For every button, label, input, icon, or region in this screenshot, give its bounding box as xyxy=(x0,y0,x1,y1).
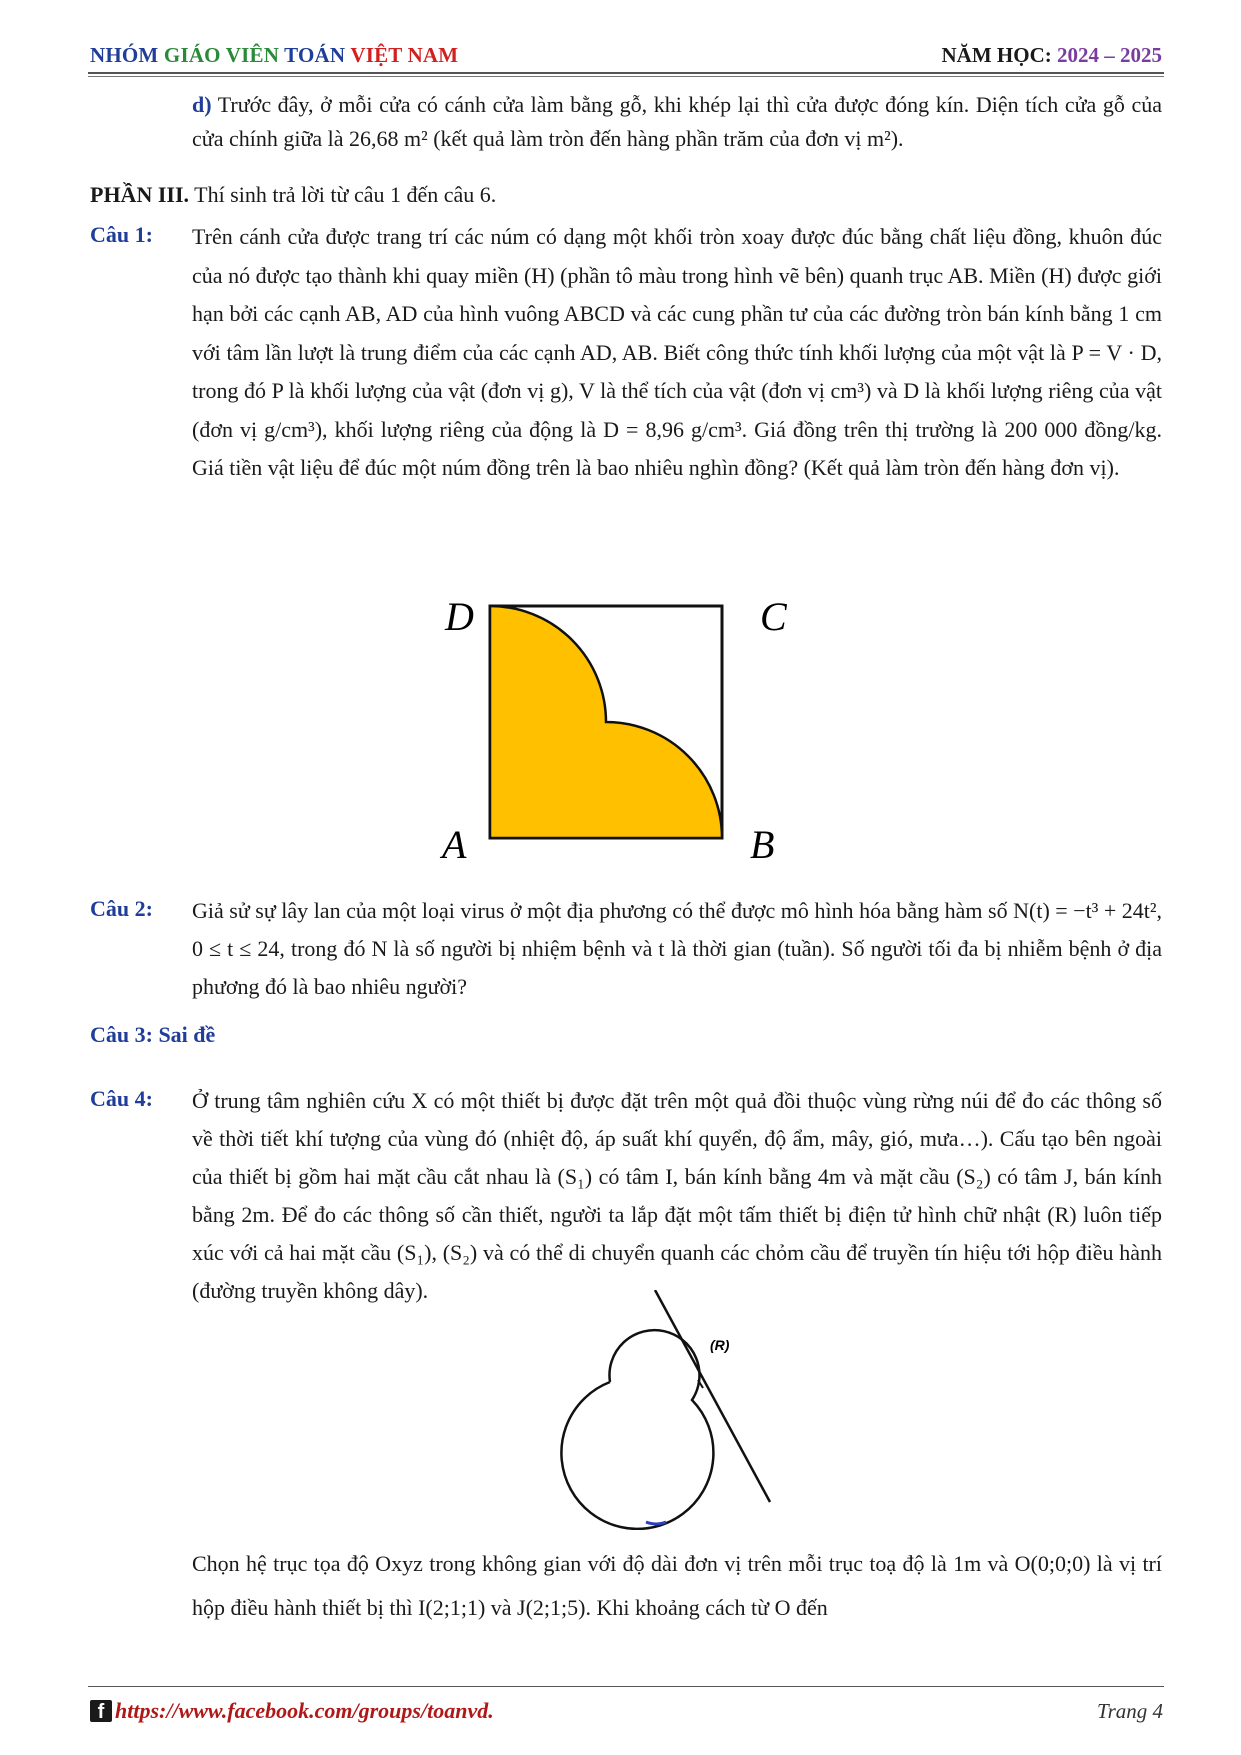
q1-text: Trên cánh cửa được trang trí các núm có dạng một khối tròn xoay được đúc bằng chất liệu đồng, khuôn đúc của nó được tạo thành khi quay miền (H) (phần tô màu trong hình vẽ bên) quanh trục AB. Miền (H) được giới hạn bởi các cạnh AB, AD của hình vuông ABCD và các cung phần tư của các đường tròn bán kính bằng 1 cm với tâm lần lượt là trung điểm của các cạnh AD, AB. Biết công thức tính khối lượng của một vật là P = V · D, trong đó P là khối lượng của vật (đơn vị g), V là thể tích của vật (đơn vị cm³) và D là khối lượng riêng của vật (đơn vị g/cm³), khối lượng riêng của động là D = 8,96 g/cm³. Giá đồng trên thị trường là 200 000 đồng/kg. Giá tiền vật liệu để đúc một núm đồng trên là bao nhiêu nghìn đồng? (Kết quả làm tròn đến hàng đơn vị). xyxy=(192,224,1162,480)
part3-label: PHẦN III. xyxy=(90,182,190,207)
page-number: Trang 4 xyxy=(1097,1699,1163,1723)
figure-two-spheres xyxy=(560,1290,800,1530)
group-name-part4: VIỆT NAM xyxy=(350,43,459,67)
base-mark xyxy=(646,1522,666,1524)
school-year-label: NĂM HỌC: xyxy=(941,43,1057,67)
group-name-part2: GIÁO VIÊN xyxy=(163,43,285,67)
part3-heading xyxy=(90,178,1162,212)
q4-text: Ở trung tâm nghiên cứu X có một thiết bị được đặt trên một quả đồi thuộc vùng rừng núi để đo các thông số về thời tiết khí tượng của vùng đó (nhiệt độ, áp suất khí quyển, độ ẩm, mây, gió, mưa…). Cấu tạo bên ngoài của thiết bị gồm hai mặt cầu cắt nhau là (S₁) có tâm I, bán kính bằng 4m và mặt cầu (S₂) có tâm J, bán kính bằng 2m. Để đo các thông số cần thiết, người ta lắp đặt một tấm thiết bị điện tử hình chữ nhật (R) luôn tiếp xúc với cả hai mặt cầu (S₁), (S₂) và có thể di chuyển quanh các chỏm cầu để truyền tín hiệu tới hộp điều hành (đường truyền không dây). xyxy=(192,1088,1162,1303)
label-c: C xyxy=(760,594,787,639)
part3-text: Thí sinh trả lời từ câu 1 đến câu 6. xyxy=(194,182,497,207)
q4-continuation: Chọn hệ trục tọa độ Oxyz trong không gian với độ dài đơn vị trên mỗi trục toạ độ là 1m và O(0;0;0) là vị trí hộp điều hành thiết bị thì I(2;1;1) và J(2;1;5). Khi khoảng cách từ O đến xyxy=(192,1551,1162,1620)
q3-label: Câu 3: Sai đề xyxy=(90,1022,216,1047)
q1-label: Câu 1: xyxy=(90,222,153,247)
school-year-value: 2024 – 2025 xyxy=(1057,43,1162,67)
school-year xyxy=(942,38,1162,72)
label-b: B xyxy=(750,822,775,867)
region-h xyxy=(490,606,722,838)
label-r: (R) xyxy=(710,1337,730,1353)
footer-link[interactable] xyxy=(90,1694,494,1728)
figure-square-abcd xyxy=(430,590,810,870)
footer-url[interactable]: https://www.facebook.com/groups/toanvd. xyxy=(115,1698,494,1723)
q2-label: Câu 2: xyxy=(90,896,153,921)
part-d-text: Trước đây, ở mỗi cửa có cánh cửa làm bằng gỗ, khi khép lại thì cửa được đóng kín. Diện tích cửa gỗ của cửa chính giữa là 26,68 m² (kết quả làm tròn đến hàng phần trăm của đơn vị m²). xyxy=(192,92,1162,151)
header-rule-thin xyxy=(88,76,1164,77)
q4-label: Câu 4: xyxy=(90,1086,153,1111)
q2-text: Giả sử sự lây lan của một loại virus ở một địa phương có thể được mô hình hóa bằng hàm số N(t) = −t³ + 24t², 0 ≤ t ≤ 24, trong đó N là số người bị nhiệm bệnh và t là thời gian (tuần). Số người tối đa bị nhiễm bệnh ở địa phương đó là bao nhiêu người? xyxy=(192,898,1162,999)
spheres-outline xyxy=(561,1330,713,1529)
label-d: D xyxy=(445,594,474,639)
header-rule xyxy=(88,72,1164,74)
group-name xyxy=(90,38,458,72)
label-a: A xyxy=(442,822,467,867)
part-d-paragraph xyxy=(192,88,1162,156)
part-d-label: d) xyxy=(192,92,212,117)
group-name-part3: TOÁN xyxy=(284,43,351,67)
footer-rule xyxy=(88,1686,1164,1687)
facebook-icon: f xyxy=(90,1700,112,1722)
group-name-part1: NHÓM xyxy=(90,43,164,67)
page-header xyxy=(90,38,1162,72)
